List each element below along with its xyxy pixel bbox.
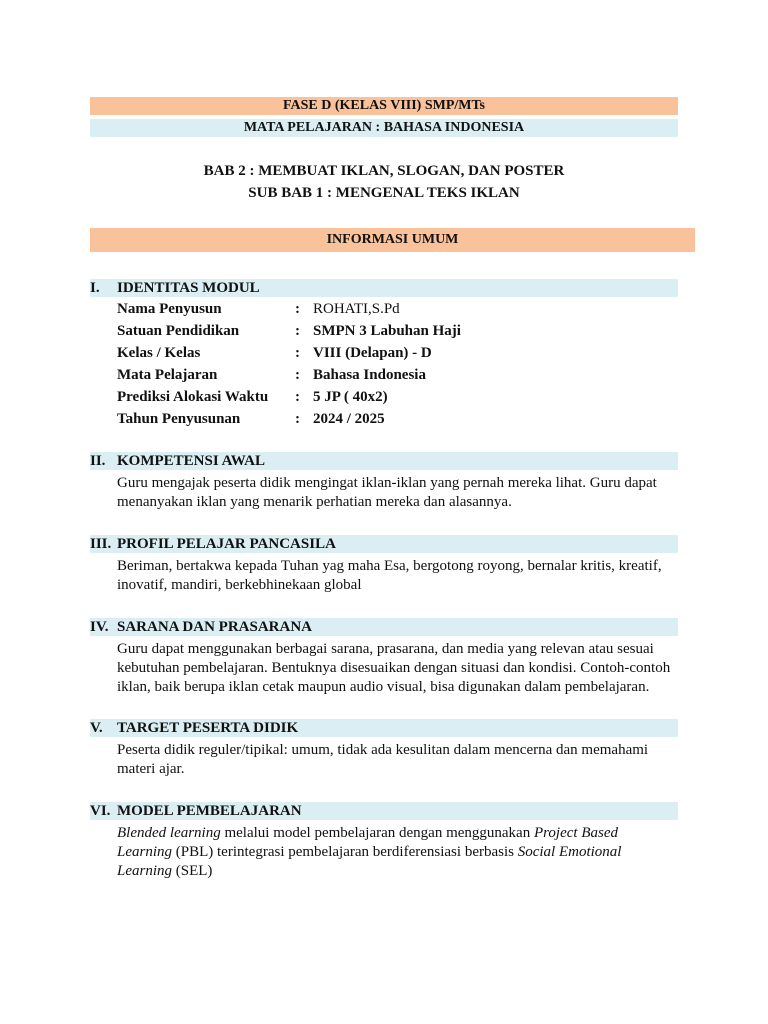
identity-label: Mata Pelajaran (117, 367, 218, 383)
info-umum-title: INFORMASI UMUM (326, 232, 459, 247)
section-number: III. (90, 536, 112, 552)
identity-value: ROHATI,S.Pd (313, 301, 400, 317)
section-title: MODEL PEMBELAJARAN (117, 803, 302, 819)
paragraph-line (117, 824, 682, 843)
section-heading-model (90, 802, 678, 820)
identity-row-mata-pelajaran (117, 364, 677, 386)
bab-title: BAB 2 : MEMBUAT IKLAN, SLOGAN, DAN POSTER (203, 163, 565, 179)
identity-colon: : (295, 323, 300, 339)
section-heading-sarana (90, 618, 678, 636)
profil-paragraph (117, 557, 682, 595)
paragraph-line: Peserta didik reguler/tipikal: umum, tidak ada kesulitan dalam mencerna dan memahami (117, 742, 649, 758)
section-number: V. (90, 720, 103, 736)
italic-term: Project Based (533, 825, 618, 841)
identity-value: SMPN 3 Labuhan Haji (313, 323, 461, 339)
section-number: I. (90, 280, 100, 296)
plain-text: (SEL) (172, 863, 213, 879)
identity-colon: : (295, 345, 300, 361)
paragraph-line: Guru mengajak peserta didik mengingat iklan-iklan yang pernah mereka lihat. Guru dapat (117, 475, 657, 491)
section-number: II. (90, 453, 106, 469)
subbab-title: SUB BAB 1 : MENGENAL TEKS IKLAN (248, 185, 520, 201)
italic-term: Learning (117, 863, 173, 879)
identity-colon: : (295, 411, 300, 427)
paragraph-line: materi ajar. (117, 761, 185, 777)
identity-label: Prediksi Alokasi Waktu (117, 389, 269, 405)
identity-value: 5 JP ( 40x2) (313, 389, 388, 405)
section-title: IDENTITAS MODUL (117, 280, 260, 296)
fase-band (90, 97, 678, 115)
section-heading-identitas (90, 279, 678, 297)
paragraph-line: kebutuhan pembelajaran. Bentuknya disesuaikan dengan situasi dan kondisi. Contoh-contoh (117, 660, 671, 676)
identity-row-nama-penyusun (117, 298, 677, 320)
identity-value: VIII (Delapan) - D (313, 345, 432, 361)
identity-colon: : (295, 389, 300, 405)
identity-value: Bahasa Indonesia (313, 367, 426, 383)
kompetensi-paragraph (117, 474, 682, 512)
italic-term: Learning (117, 844, 173, 860)
section-number: VI. (90, 803, 111, 819)
identity-value: 2024 / 2025 (313, 411, 385, 427)
identity-label: Nama Penyusun (117, 301, 222, 317)
section-title: SARANA DAN PRASARANA (117, 619, 313, 635)
fase-title: FASE D (KELAS VIII) SMP/MTs (282, 98, 485, 113)
identity-label: Kelas / Kelas (117, 345, 201, 361)
italic-term: Social Emotional (517, 844, 622, 860)
paragraph-line: menanyakan iklan yang menarik perhatian mereka dan alasannya. (117, 494, 512, 510)
target-paragraph (117, 741, 682, 779)
identity-row-alokasi-waktu (117, 386, 677, 408)
sarana-paragraph (117, 640, 682, 697)
info-umum-band (90, 228, 695, 252)
section-heading-target (90, 719, 678, 737)
identity-colon: : (295, 301, 300, 317)
model-paragraph (117, 824, 682, 881)
paragraph-line (117, 843, 682, 862)
mapel-title: MATA PELAJARAN : BAHASA INDONESIA (243, 120, 525, 135)
paragraph-line: iklan, baik berupa iklan cetak maupun audio visual, bisa digunakan dalam pembelajaran. (117, 679, 650, 695)
identity-row-kelas (117, 342, 677, 364)
paragraph-line: inovatif, mandiri, berkebhinekaan global (117, 577, 362, 593)
mapel-band (90, 119, 678, 137)
identity-label: Tahun Penyusunan (117, 411, 241, 427)
paragraph-line (117, 862, 682, 881)
section-heading-kompetensi (90, 452, 678, 470)
identity-row-satuan-pendidikan (117, 320, 677, 342)
plain-text: (PBL) terintegrasi pembelajaran berdiferensiasi berbasis (172, 844, 518, 860)
section-number: IV. (90, 619, 109, 635)
section-title: PROFIL PELAJAR PANCASILA (117, 536, 336, 552)
plain-text: melalui model pembelajaran dengan menggunakan (220, 825, 534, 841)
italic-term: Blended learning (117, 825, 221, 841)
identity-colon: : (295, 367, 300, 383)
identity-row-tahun-penyusunan (117, 408, 677, 430)
paragraph-line: Beriman, bertakwa kepada Tuhan yag maha Esa, bergotong royong, bernalar kritis, kreatif, (117, 558, 662, 574)
identity-label: Satuan Pendidikan (117, 323, 240, 339)
section-heading-profil (90, 535, 678, 553)
section-title: KOMPETENSI AWAL (117, 453, 265, 469)
section-title: TARGET PESERTA DIDIK (117, 720, 299, 736)
paragraph-line: Guru dapat menggunakan berbagai sarana, prasarana, dan media yang relevan atau sesuai (117, 641, 654, 657)
